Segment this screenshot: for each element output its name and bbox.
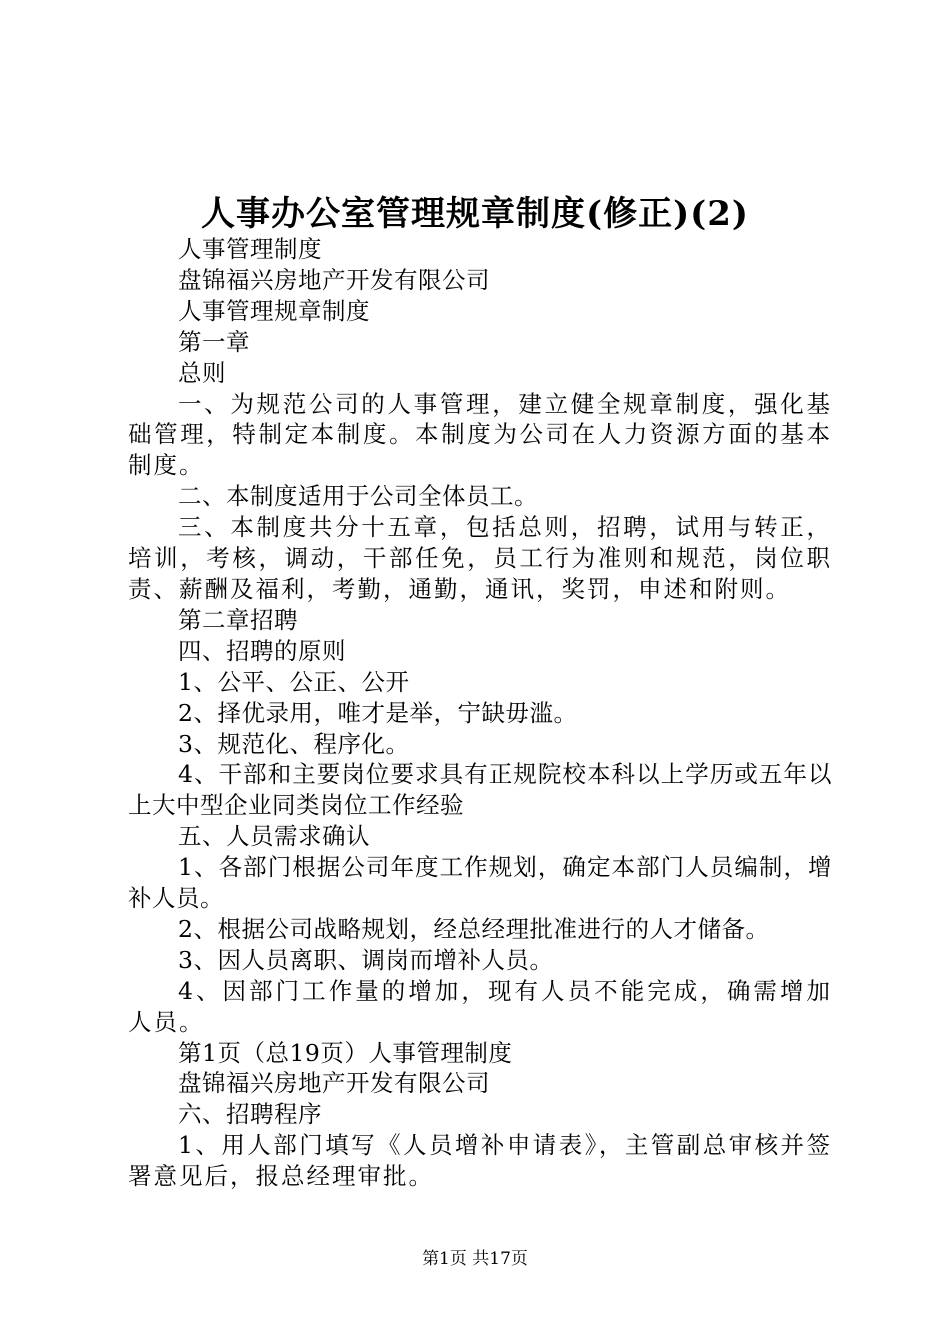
document-title: 人事办公室管理规章制度(修正)(2) [200, 194, 749, 234]
page-break-text: 第1页（总19页）人事管理制度 [178, 1038, 513, 1067]
section-heading: 六、招聘程序 [178, 1100, 322, 1129]
paragraph: 人事管理制度 [178, 235, 322, 263]
page-footer: 第1页 共17页 [422, 1249, 528, 1269]
list-item: 1、公平、公正、公开 [178, 667, 410, 696]
list-item: 3、规范化、程序化。 [178, 729, 410, 758]
paragraph: 一、为规范公司的人事管理，建立健全规章制度，强化基础管理，特制定本制度。本制度为公司在人力资源方面的基本制度。 [128, 389, 832, 480]
list-item: 1、用人部门填写《人员增补申请表》，主管副总审核并签署意见后，报总经理审批。 [128, 1131, 832, 1191]
list-item: 4、因部门工作量的增加，现有人员不能完成，确需增加人员。 [128, 976, 832, 1036]
paragraph: 四、招聘的原则 [178, 636, 346, 665]
paragraph: 二、本制度适用于公司全体员工。 [178, 482, 538, 511]
chapter-heading: 第二章招聘 [178, 605, 298, 634]
section-heading: 总则 [178, 358, 226, 387]
paragraph: 五、人员需求确认 [178, 822, 370, 851]
list-item: 1、各部门根据公司年度工作规划，确定本部门人员编制，增补人员。 [128, 853, 832, 913]
paragraph: 盘锦福兴房地产开发有限公司 [178, 1069, 490, 1098]
paragraph: 盘锦福兴房地产开发有限公司 [178, 265, 490, 294]
chapter-heading: 第一章 [178, 327, 250, 356]
list-item: 2、择优录用，唯才是举，宁缺毋滥。 [178, 698, 578, 727]
list-item: 3、因人员离职、调岗而增补人员。 [178, 945, 554, 974]
list-item: 2、根据公司战略规划，经总经理批准进行的人才储备。 [178, 914, 770, 943]
document-body [128, 234, 832, 1192]
paragraph: 三、本制度共分十五章，包括总则，招聘，试用与转正，培训，考核，调动，干部任免，员工行为准则和规范，岗位职责、薪酬及福利，考勤，通勤，通讯，奖罚，申述和附则。 [128, 513, 832, 603]
paragraph: 人事管理规章制度 [178, 296, 370, 325]
list-item: 4、干部和主要岗位要求具有正规院校本科以上学历或五年以上大中型企业同类岗位工作经验 [128, 760, 832, 820]
